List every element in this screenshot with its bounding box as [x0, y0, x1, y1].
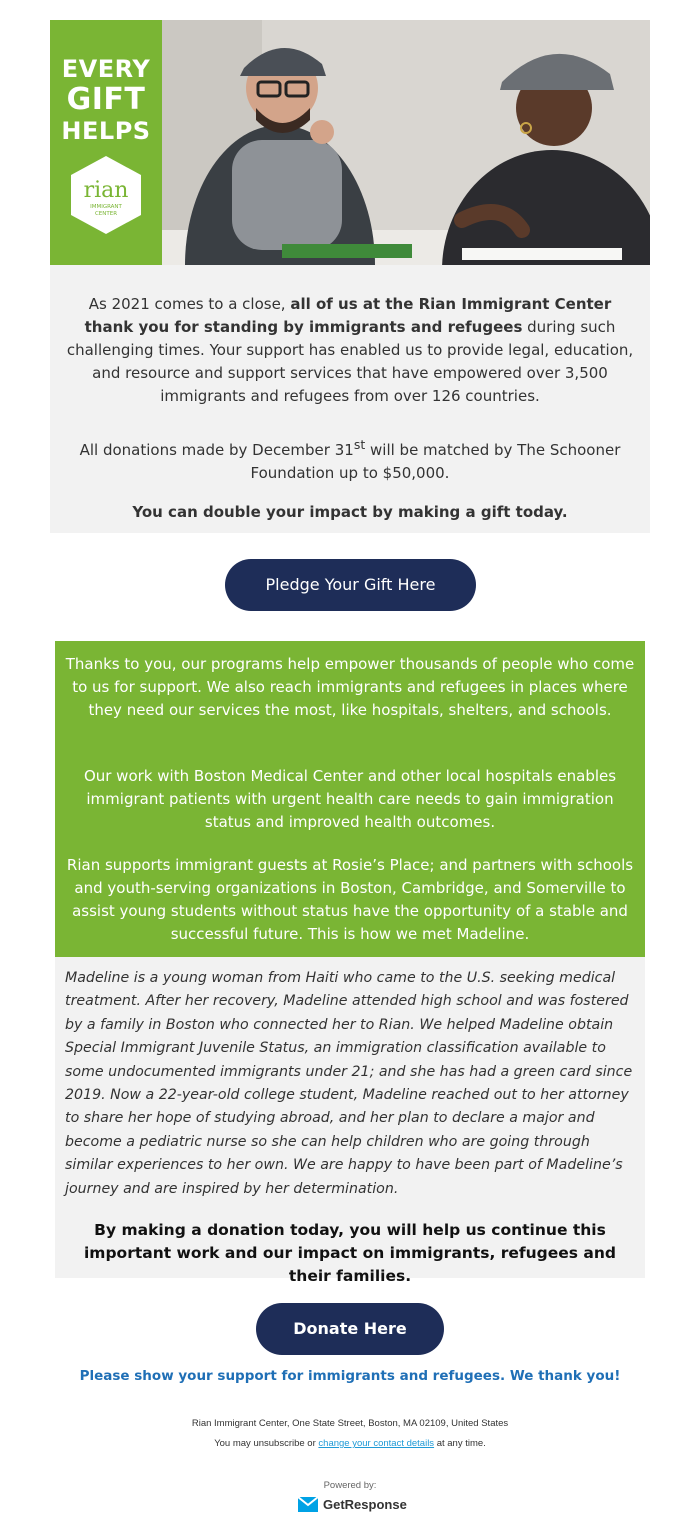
intro-p1-start: As 2021 comes to a close, — [88, 295, 291, 313]
email-container — [50, 20, 650, 265]
hero-photo — [162, 20, 650, 265]
intro-paragraph-3: You can double your impact by making a gift today. — [132, 503, 568, 521]
programs-section — [55, 641, 645, 957]
thank-you-message: Please show your support for immigrants and refugees. We thank you! — [79, 1368, 621, 1384]
story-section — [55, 957, 645, 1285]
pledge-gift-button[interactable]: Pledge Your Gift Here — [225, 559, 476, 611]
intro-section — [50, 265, 650, 533]
change-contact-details-link[interactable]: change your contact details — [318, 1438, 435, 1449]
getresponse-brand[interactable] — [298, 1495, 407, 1513]
programs-paragraph-2: Our work with Boston Medical Center and other local hospitals enables immigrant patients with urgent health care needs to gain immigration status and improved health outcomes. — [83, 767, 617, 831]
powered-by-label: Powered by: — [323, 1480, 377, 1491]
intro-paragraph-1 — [62, 293, 638, 408]
logo-sub-2: CENTER — [94, 211, 118, 217]
madeline-story: Madeline is a young woman from Haiti who came to the U.S. seeking medical treatment. After her recovery, Madeline attended high school and was fostered by a family in Boston who connected her to Rian. We helped Madeline obtain Special Immigrant Juvenile Status, an immigration classification available to some undocumented immigrants under 21; and she has had a green card since 2019. Now a 22-year-old college student, Madeline reached out to her attorney to share her hope of studying abroad, and her plan to declare a major and become a pediatric nurse so she can help children who are going through similar experiences to her own. We are happy to have been part of Madeline’s journey and are inspired by her determination. — [65, 970, 633, 1197]
hero-banner — [50, 20, 650, 265]
donation-cta-text: By making a donation today, you will help us continue this important work and our impact on immigrants, refugees and their families. — [83, 1221, 617, 1285]
footer-unsubscribe — [0, 1438, 700, 1449]
intro-paragraph-2 — [62, 433, 638, 485]
programs-paragraph-1: Thanks to you, our programs help empower thousands of people who come to us for support. We also reach immigrants and refugees in places where they need our services the most, like hospitals, shelters, and schools. — [65, 655, 635, 719]
hero-tagline — [50, 54, 162, 146]
intro-p2-start: All donations made by December 31 — [79, 441, 354, 459]
logo-sub-1: IMMIGRANT — [90, 204, 122, 210]
intro-p1-end: during such challenging times. Your support has enabled us to provide legal, education, and resource and support services that have empowered over 3,500 immigrants and refugees from over 126 countries. — [66, 318, 634, 405]
getresponse-wordmark: GetResponse — [323, 1496, 407, 1512]
tagline-line-1: EVERY — [61, 55, 151, 83]
intro-p2-sup: st — [353, 437, 366, 452]
getresponse-envelope-icon — [298, 1497, 318, 1512]
unsub-text-start: You may unsubscribe or — [214, 1438, 319, 1449]
photo-illustration — [162, 20, 650, 265]
programs-paragraph-3: Rian supports immigrant guests at Rosie’s Place; and partners with schools and youth-serving organizations in Boston, Cambridge, and Somerville to assist young students without status have the opportunity of a stable and successful future. This is how we met Madeline. — [66, 856, 634, 943]
footer-address: Rian Immigrant Center, One State Street, Boston, MA 02109, United States — [191, 1418, 509, 1429]
rian-logo-icon — [69, 155, 143, 235]
tagline-line-3: HELPS — [61, 117, 151, 145]
tagline-line-2: GIFT — [66, 82, 146, 117]
intro-p1-bold: all of us at the Rian Immigrant Center thank you for standing by immigrants and refugees — [84, 295, 612, 336]
intro-p2-end: will be matched by The Schooner Foundation up to $50,000. — [250, 441, 621, 482]
hero-green-panel — [50, 20, 162, 265]
logo-word: rian — [83, 178, 129, 203]
unsub-text-end: at any time. — [434, 1438, 486, 1449]
donate-button[interactable]: Donate Here — [256, 1303, 444, 1355]
